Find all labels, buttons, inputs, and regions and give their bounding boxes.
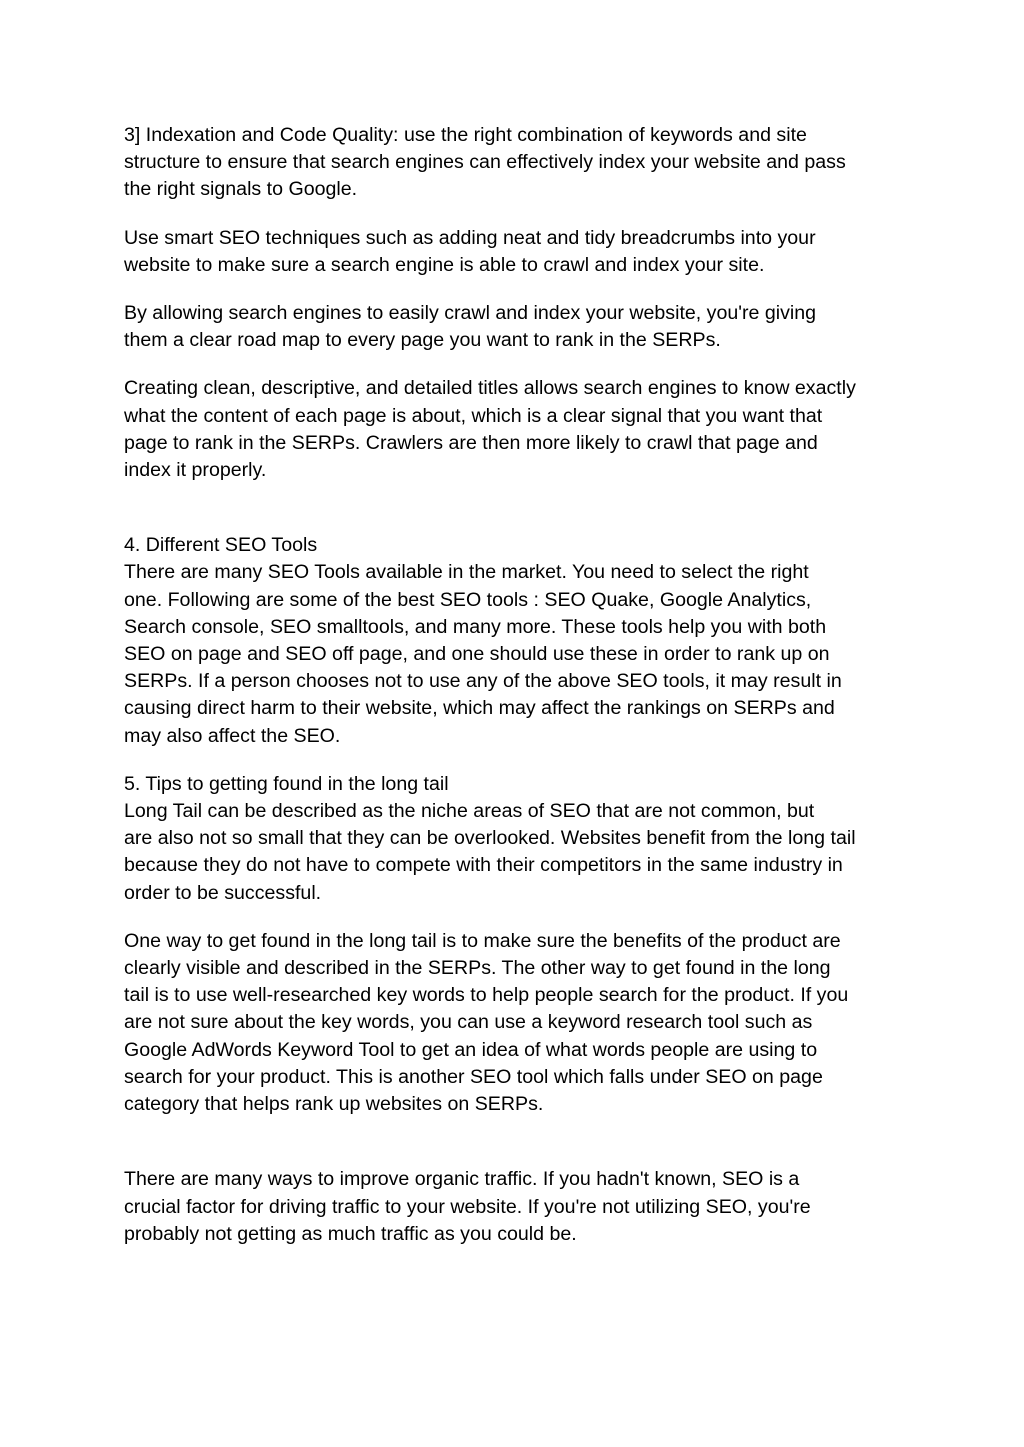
spacer: [124, 204, 914, 225]
section-5-heading: 5. Tips to getting found in the long tail: [124, 772, 449, 795]
document-page: [124, 122, 914, 1248]
paragraph-breadcrumbs: Use smart SEO techniques such as adding neat and tidy breadcrumbs into your website to make sure a search engine is able to crawl and index your site.: [124, 226, 816, 276]
closing-paragraph: There are many ways to improve organic traffic. If you hadn't known, SEO is a crucial factor for driving traffic to your website. If you're not utilizing SEO, you're probably not getting as much traffic as you could be.: [124, 1168, 811, 1245]
paragraph-indexation: 3] Indexation and Code Quality: use the right combination of keywords and site structure to ensure that search engines can effectively index your website and pass the right signals to Google.: [124, 124, 846, 201]
section-4-body: There are many SEO Tools available in the market. You need to select the right one. Following are some of the best SEO tools : SEO Quake, Google Analytics, Search console, SEO smalltools, and many more. These tools help you with both SEO on page and SEO off page, and one should use these in order to rank up on SERPs. If a person chooses not to use any of the above SEO tools, it may result in causing direct harm to their website, which may affect the rankings on SERPs and may also affect the SEO.: [124, 561, 842, 747]
paragraph-crawl-index: By allowing search engines to easily crawl and index your website, you're giving them a clear road map to every page you want to rank in the SERPs.: [124, 302, 817, 352]
spacer: [124, 484, 914, 532]
paragraph-titles: Creating clean, descriptive, and detailed titles allows search engines to know exactly what the content of each page is about, which is a clear signal that you want that page to rank in the SERPs. Crawlers are then more likely to crawl that page and index it properly.: [124, 377, 856, 482]
spacer: [124, 907, 914, 928]
spacer: [124, 1118, 914, 1166]
section-4-heading: 4. Different SEO Tools: [124, 534, 318, 557]
spacer: [124, 354, 914, 375]
section-5-paragraph-2: One way to get found in the long tail is to make sure the benefits of the product are clearly visible and described in the SERPs. The other way to get found in the long tail is to use well-researched key words to help people search for the product. If you are not sure about the key words, you can use a keyword research tool such as Google AdWords Keyword Tool to get an idea of what words people are using to search for your product. This is another SEO tool which falls under SEO on page category that helps rank up websites on SERPs.: [124, 929, 849, 1116]
section-5-body: Long Tail can be described as the niche areas of SEO that are not common, but are also not so small that they can be overlooked. Websites benefit from the long tail because they do not have to compete with their competitors in the same industry in order to be successful.: [124, 800, 856, 904]
spacer: [124, 750, 914, 771]
spacer: [124, 279, 914, 300]
